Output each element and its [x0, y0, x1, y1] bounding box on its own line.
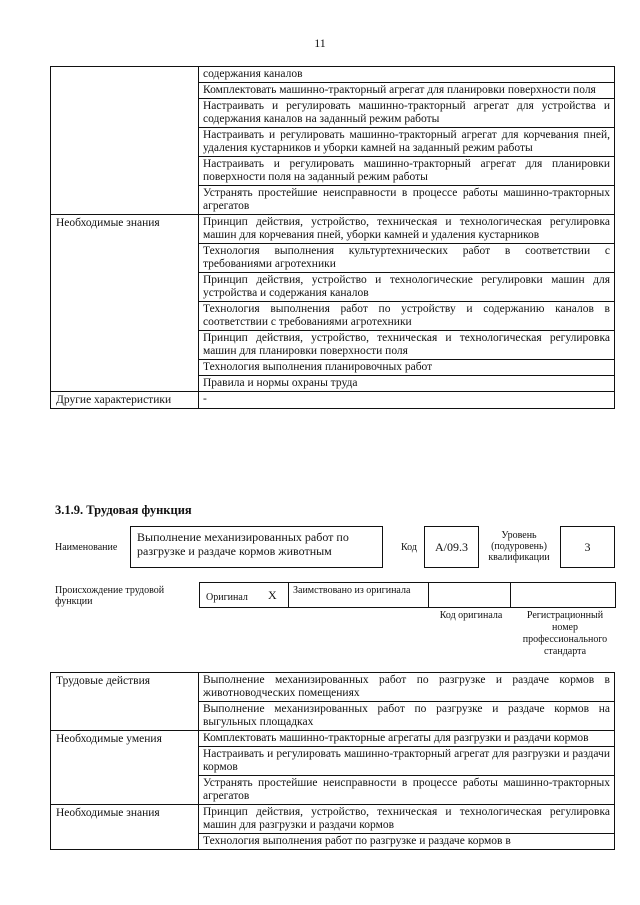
item-cell: Принцип действия, устройство, техническая и технологическая регулировка машин для планировки поверхности поля [199, 331, 615, 360]
table-row [51, 731, 615, 747]
section-title: 3.1.9. Трудовая функция [55, 503, 192, 517]
item-cell: Технология выполнения культуртехнических работ в соответствии с требованиями агротехники [199, 244, 615, 273]
origin-divider-3 [510, 583, 511, 607]
page-number: 11 [314, 36, 326, 50]
name-label: Наименование [55, 542, 118, 553]
code-label: Код [401, 542, 417, 553]
origin-box [199, 582, 616, 608]
item-cell: Технология выполнения планировочных работ [199, 360, 615, 376]
item-cell: Настраивать и регулировать машинно-тракторный агрегат для корчевания пней, удаления кустарников и уборки камней на заданный режим работы [199, 128, 615, 157]
original-mark: X [268, 588, 277, 602]
item-cell: Комплектовать машинно-тракторные агрегаты для разгрузки и раздачи кормов [199, 731, 615, 747]
item-cell: Технология выполнения работ по разгрузке и раздаче кормов в [199, 834, 615, 850]
original-label: Оригинал [206, 592, 248, 603]
level-box [560, 526, 615, 568]
item-cell: Настраивать и регулировать машинно-тракторный агрегат для разгрузки и раздачи кормов [199, 747, 615, 776]
category-cell: Другие характеристики [51, 392, 199, 409]
item-cell: Устранять простейшие неисправности в процессе работы машинно-тракторных агрегатов [199, 776, 615, 805]
code-value: А/09.3 [435, 540, 468, 554]
table-row [51, 67, 615, 83]
function-name: Выполнение механизированных работ по разгрузке и раздаче кормов животным [137, 530, 349, 558]
item-cell: Комплектовать машинно-тракторный агрегат для планировки поверхности поля [199, 83, 615, 99]
item-cell: Выполнение механизированных работ по разгрузке и раздаче кормов в животноводческих помещениях [199, 673, 615, 702]
item-cell: Настраивать и регулировать машинно-тракторный агрегат для планировки поверхности поля на заданный режим работы [199, 157, 615, 186]
item-cell: Выполнение механизированных работ по разгрузке и раздаче кормов на выгульных площадках [199, 702, 615, 731]
code-box [424, 526, 479, 568]
category-cell: Необходимые знания [51, 215, 199, 392]
category-cell: Необходимые знания [51, 805, 199, 850]
item-cell: Принцип действия, устройство, техническая и технологическая регулировка машин для разгрузки и раздачи кормов [199, 805, 615, 834]
origin-code-label: Код оригинала [439, 610, 503, 621]
item-cell: Принцип действия, устройство и технологические регулировки машин для устройства и содержания каналов [199, 273, 615, 302]
borrowed-label: Заимствовано из оригинала [293, 585, 411, 596]
item-cell: содержания каналов [199, 67, 615, 83]
item-cell: - [199, 392, 615, 409]
reg-number-label: Регистрационный номер профессионального стандарта [522, 610, 608, 657]
category-cell [51, 67, 199, 215]
table-row [51, 673, 615, 702]
origin-divider-2 [428, 583, 429, 607]
level-value: 3 [584, 540, 591, 554]
function-name-box [130, 526, 383, 568]
item-cell: Технология выполнения работ по устройству и содержанию каналов в соответствии с требованиями агротехники [199, 302, 615, 331]
requirements-table-top [50, 66, 615, 409]
category-cell: Необходимые умения [51, 731, 199, 805]
origin-label: Происхождение трудовой функции [55, 585, 165, 607]
table-row [51, 215, 615, 244]
item-cell: Настраивать и регулировать машинно-тракторный агрегат для устройства и содержания каналов на заданный режим работы [199, 99, 615, 128]
level-label: Уровень (подуровень) квалификации [488, 530, 550, 563]
category-cell: Трудовые действия [51, 673, 199, 731]
table-row [51, 805, 615, 834]
origin-divider-1 [288, 583, 289, 607]
requirements-table-bottom [50, 672, 615, 850]
item-cell: Принцип действия, устройство, техническая и технологическая регулировка машин для корчевания пней, уборки камней и удаления кустарников [199, 215, 615, 244]
item-cell: Устранять простейшие неисправности в процессе работы машинно-тракторных агрегатов [199, 186, 615, 215]
table-row [51, 392, 615, 409]
item-cell: Правила и нормы охраны труда [199, 376, 615, 392]
